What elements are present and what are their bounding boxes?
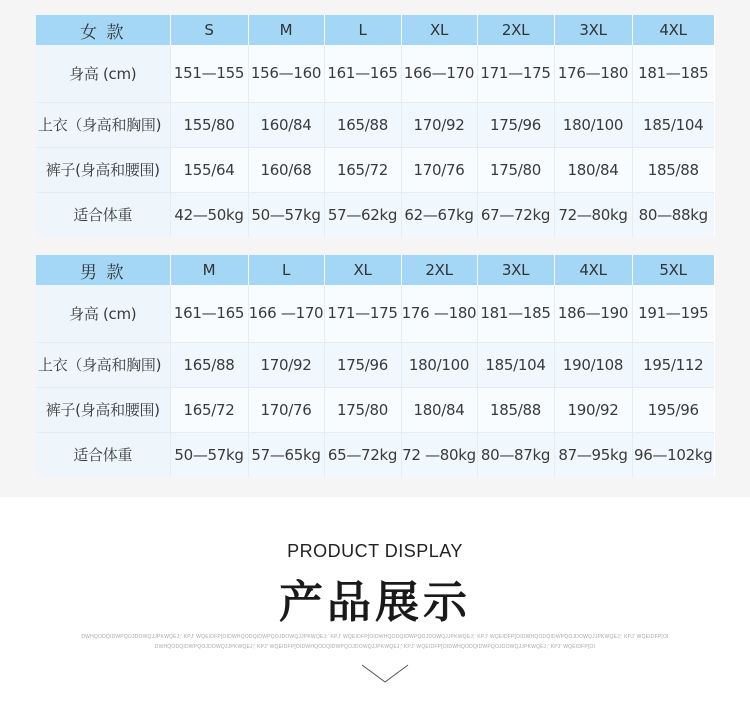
table-cell: 72—80kg — [554, 192, 632, 237]
table-cell: 195/96 — [632, 387, 714, 432]
table-cell: 176—180 — [554, 45, 632, 102]
table-cell: 67—72kg — [477, 192, 554, 237]
table-cell: 170/76 — [248, 387, 324, 432]
table-row — [36, 45, 714, 102]
table-cell: 170/92 — [401, 102, 477, 147]
size-header: XL — [401, 15, 477, 45]
table-cell: 57—62kg — [324, 192, 401, 237]
size-header: 5XL — [632, 255, 714, 285]
table-cell: 175/96 — [324, 342, 401, 387]
table-row — [36, 387, 714, 432]
table-cell: 171—175 — [324, 285, 401, 342]
table-cell: 155/80 — [170, 102, 248, 147]
size-header: M — [170, 255, 248, 285]
table-cell: 166 —170 — [248, 285, 324, 342]
decorative-text-line: DWHQODQIDWPQOJDOWQJJPKWQEJ;' KPJ' WQEIDFP[OIDWHQODQIDWPQOJDOWQJJPKWQEJ;' KPJ' WQEIDFP[OIDWHQODQIDWPQOJDOWQJJPKWQEJ;' KPJ' WQEIDFP[OI — [154, 644, 596, 650]
table-cell: 165/72 — [324, 147, 401, 192]
men-size-table — [36, 255, 715, 477]
table-cell: 65—72kg — [324, 432, 401, 477]
row-label: 适合体重 — [36, 432, 170, 477]
table-cell: 87—95kg — [554, 432, 632, 477]
table-cell: 175/80 — [324, 387, 401, 432]
table-cell: 195/112 — [632, 342, 714, 387]
women-table-title: 女 款 — [36, 15, 170, 45]
table-cell: 170/92 — [248, 342, 324, 387]
table-cell: 175/96 — [477, 102, 554, 147]
table-cell: 166—170 — [401, 45, 477, 102]
table-cell: 185/104 — [632, 102, 714, 147]
table-cell: 160/68 — [248, 147, 324, 192]
table-cell: 176 —180 — [401, 285, 477, 342]
chevron-down-icon — [360, 662, 410, 686]
table-row — [36, 285, 714, 342]
size-header: M — [248, 15, 324, 45]
row-label: 适合体重 — [36, 192, 170, 237]
size-header: S — [170, 15, 248, 45]
table-cell: 161—165 — [170, 285, 248, 342]
table-cell: 190/92 — [554, 387, 632, 432]
table-cell: 155/64 — [170, 147, 248, 192]
table-cell: 165/88 — [170, 342, 248, 387]
table-cell: 180/100 — [401, 342, 477, 387]
row-label: 上衣（身高和胸围) — [36, 342, 170, 387]
row-label: 身高 (cm) — [36, 285, 170, 342]
size-header: 4XL — [554, 255, 632, 285]
table-cell: 170/76 — [401, 147, 477, 192]
size-header: 3XL — [477, 255, 554, 285]
size-header: L — [248, 255, 324, 285]
product-display-title-en: PRODUCT DISPLAY — [287, 541, 463, 561]
size-header: 2XL — [401, 255, 477, 285]
table-cell: 42—50kg — [170, 192, 248, 237]
table-cell: 50—57kg — [248, 192, 324, 237]
table-cell: 181—185 — [632, 45, 714, 102]
table-cell: 180/84 — [554, 147, 632, 192]
table-cell: 185/88 — [632, 147, 714, 192]
table-cell: 181—185 — [477, 285, 554, 342]
table-cell: 96—102kg — [632, 432, 714, 477]
table-row — [36, 147, 714, 192]
table-cell: 175/80 — [477, 147, 554, 192]
men-header-row — [36, 255, 714, 285]
table-row — [36, 342, 714, 387]
table-cell: 185/104 — [477, 342, 554, 387]
size-header: 4XL — [632, 15, 714, 45]
table-cell: 72 —80kg — [401, 432, 477, 477]
row-label: 上衣（身高和胸围) — [36, 102, 170, 147]
table-cell: 57—65kg — [248, 432, 324, 477]
table-cell: 180/84 — [401, 387, 477, 432]
table-cell: 50—57kg — [170, 432, 248, 477]
product-display-title-cn: 产品展示 — [279, 577, 471, 628]
table-cell: 190/108 — [554, 342, 632, 387]
table-cell: 62—67kg — [401, 192, 477, 237]
size-header: 3XL — [554, 15, 632, 45]
row-label: 裤子(身高和腰围) — [36, 387, 170, 432]
table-cell: 161—165 — [324, 45, 401, 102]
women-header-row — [36, 15, 714, 45]
size-header: XL — [324, 255, 401, 285]
size-header: L — [324, 15, 401, 45]
table-cell: 151—155 — [170, 45, 248, 102]
table-row — [36, 192, 714, 237]
table-cell: 160/84 — [248, 102, 324, 147]
table-cell: 191—195 — [632, 285, 714, 342]
table-row — [36, 102, 714, 147]
table-cell: 171—175 — [477, 45, 554, 102]
table-cell: 80—88kg — [632, 192, 714, 237]
table-cell: 185/88 — [477, 387, 554, 432]
table-cell: 80—87kg — [477, 432, 554, 477]
table-cell: 156—160 — [248, 45, 324, 102]
decorative-text-line: DWHQODQIDWPQOJDOWQJJPKWQEJ;' KPJ' WQEIDFP[OIDWHQODQIDWPQOJDOWQJJPKWQEJ;' KPJ' WQEIDFP[OIDWHQODQIDWPQOJDOWQJJPKWQEJ;' KPJ' WQEIDFP[OIDWHQODQIDWPQOJDOWQJJPKWQEJ;' KPJ' WQEIDFP[OI — [81, 634, 669, 640]
table-cell: 165/72 — [170, 387, 248, 432]
table-cell: 180/100 — [554, 102, 632, 147]
table-cell: 165/88 — [324, 102, 401, 147]
row-label: 身高 (cm) — [36, 45, 170, 102]
table-cell: 186—190 — [554, 285, 632, 342]
table-row — [36, 432, 714, 477]
women-size-table — [36, 15, 715, 237]
men-table-title: 男 款 — [36, 255, 170, 285]
size-header: 2XL — [477, 15, 554, 45]
row-label: 裤子(身高和腰围) — [36, 147, 170, 192]
